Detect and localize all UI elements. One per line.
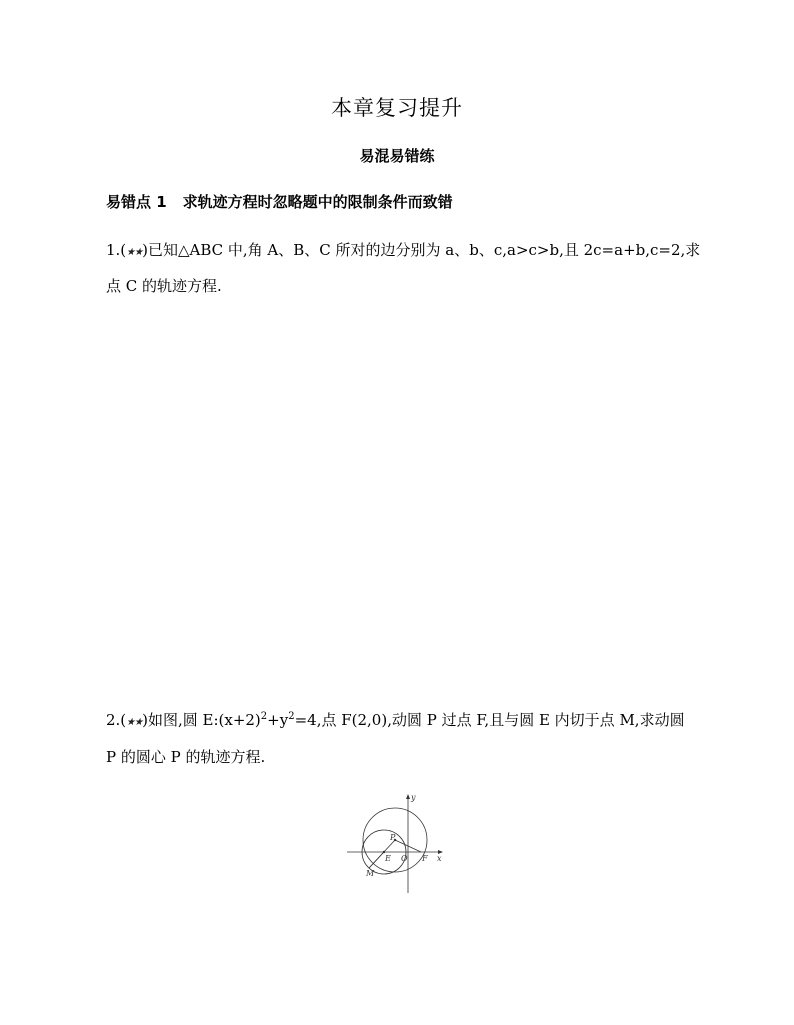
error-point-text: 求轨迹方程时忽略题中的限制条件而致错 [182, 193, 453, 211]
exponent: 2 [260, 711, 268, 722]
question-1-line-1 [106, 241, 700, 262]
section-subtitle: 易混易错练 [359, 147, 435, 165]
question-1-line-2: 点 C 的轨迹方程. [106, 277, 222, 295]
circle-diagram [345, 790, 455, 895]
question-2-number: 2.( [106, 711, 127, 729]
question-1-number: 1.( [106, 241, 127, 259]
question-2-text-a: )如图,圆 E:(x+2) [142, 711, 261, 729]
label-m: M [366, 869, 375, 878]
exponent: 2 [288, 711, 295, 722]
label-o: O [401, 854, 408, 863]
y-axis-arrow [406, 794, 410, 799]
error-point-heading [106, 191, 453, 212]
question-2-text-c: =4,点 F(2,0),动圆 P 过点 F,且与圆 E 内切于点 M,求动圆 [294, 711, 685, 729]
difficulty-stars-icon: ★★ [126, 247, 143, 258]
label-e: E [385, 854, 391, 863]
label-f: F [422, 854, 428, 863]
question-1-text: )已知△ABC 中,角 A、B、C 所对的边分别为 a、b、c,a>c>b,且 2c=a+b,c=2,求 [142, 241, 701, 259]
question-2-line-2: P 的圆心 P 的轨迹方程. [106, 748, 266, 766]
segment-em [369, 852, 384, 868]
label-x: x [437, 854, 442, 863]
question-2-text-b: +y [267, 711, 289, 729]
label-p: P [390, 833, 396, 842]
error-point-label: 易错点 1 [106, 193, 167, 211]
difficulty-stars-icon: ★★ [126, 717, 143, 728]
point-e [383, 851, 385, 853]
question-2-line-1 [106, 711, 685, 732]
page-title: 本章复习提升 [331, 96, 463, 120]
label-y: y [411, 793, 416, 802]
